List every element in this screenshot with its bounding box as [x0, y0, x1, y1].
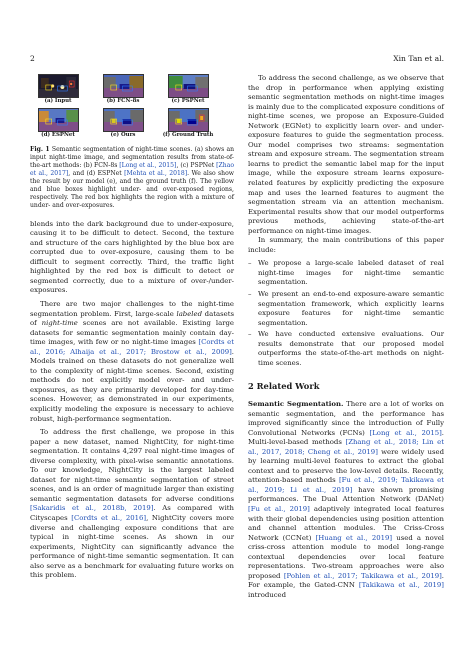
paragraph: In summary, the main contributions of this paper include:	[248, 236, 444, 254]
citation-link[interactable]: [Fu et al., 2019; Takikawa et al., 2019; Li et al., 2019]	[248, 476, 444, 494]
citation-link[interactable]: [Takikawa et al., 2019]	[358, 581, 444, 590]
citation-link[interactable]: [Mehta et al., 2018]	[124, 169, 188, 177]
fcn8s-result	[103, 74, 144, 98]
panel-label-espnet: (d) ESPNet	[41, 132, 75, 138]
pspnet-result	[168, 74, 209, 98]
paragraph: There are two major challenges to the night-time segmentation problem. First, large-scale labeled datasets of night-time scenes are not available. Existing large datasets for semantic segmentation mainly contain day-time images, with few or no night-time images [Cordts et al., 2016; Alhaija et al., 2017; Brostow et al., 2009]. Models trained on these datasets do not generalize well to the complexity of night-time scenes. Second, existing methods do not explicitly model over- and under-exposures, as they are primarily developed for day-time scenes. However, as demonstrated in our experiments, explicitly modeling the exposure is necessary to achieve robust, high-performance segmentation.	[30, 300, 234, 423]
list-item: – We present an end-to-end exposure-aware semantic segmentation framework, which explicitly learns exposure features for night-time semantic segmentation.	[248, 290, 444, 327]
figure-caption: Fig. 1 Semantic segmentation of night-time scenes. (a) shows an input night-time image, and segmentation results from state-of-the-art methods: (b) FCN-8s [Long et al., 2015], (c) PSPNet [Zhao et al., 2017], and (d) ESPNet [Mehta et al., 2018]. We also show the result by our model (e), and the ground truth (f). The yellow and blue boxes highlight under- and over-exposed regions, respectively. The red box highlights the region with a mixture of under- and over-exposures.	[30, 146, 235, 209]
paragraph: blends into the dark background due to under-exposure, causing it to be difficult to detect. Second, the texture and structure of the cars highlighted by the blue box are corrupted due to over-exposure, causing them to be difficult to segment correctly. Third, the traffic light highlighted by the red box is difficult to detect or segmented correctly, due to a mixture of over-/under-exposures.	[30, 219, 234, 295]
right-column	[248, 74, 444, 600]
panel-label-fcn8s: (b) FCN-8s	[106, 98, 140, 104]
paragraph: To address the first challenge, we propose in this paper a new dataset, named NightCity, for night-time segmentation. It contains 4,297 real night-time images of diverse complexity, with pixel-wise semantic annotations. To our knowledge, NightCity is the largest labeled dataset for night-time semantic segmentation of street scenes, and is an order of magnitude larger than existing semantic segmentation datasets for adverse conditions [Sakaridis et al., 2018b, 2019]. As compared with Cityscapes [Cordts et al., 2016], NightCity covers more diverse and challenging exposure conditions that are typical in night-time scenes. As shown in our experiments, NightCity can significantly advance the performance of night-time semantic segmentation. It can also serve as a benchmark for evaluating future works on this problem.	[30, 428, 234, 580]
page-header	[30, 54, 444, 66]
citation-link[interactable]: [Long et al., 2015]	[119, 161, 177, 169]
paragraph: To address the second challenge, as we observe that the drop in performance when applying existing semantic segmentation methods on night-time images is mainly due to the complicated exposure conditions of night-time scenes, we propose an Exposure-Guided Network (EGNet) to explicitly learn over- and under-exposure features to guide the segmentation process. Our model comprises two streams: segmentation stream and exposure stream. The segmentation stream learns to predict the semantic label map for the input image, while the exposure stream learns exposure-related features by explicitly predicting the exposure map and uses the learned features to augment the segmentation stream via an attention mechanism. Experimental results show that our model outperforms previous methods, achieving state-of-the-art performance on night-time images.	[248, 74, 444, 235]
citation-link[interactable]: [Long et al., 2015]	[369, 428, 442, 437]
list-item: – We propose a large-scale labeled dataset of real night-time images for night-time semantic segmentation.	[248, 259, 444, 287]
running-head-authors: Xin Tan et al.	[393, 54, 444, 63]
contributions-list	[248, 259, 444, 368]
figure-1	[30, 74, 234, 160]
list-item: – We have conducted extensive evaluations. Our results demonstrate that our proposed model outperforms the state-of-the-art methods on night-time scenes.	[248, 330, 444, 367]
citation-link[interactable]: [Cordts et al., 2016; Alhaija et al., 2017; Brostow et al., 2009]	[30, 338, 234, 356]
panel-label-pspnet: (c) PSPNet	[171, 98, 205, 104]
citation-link[interactable]: [Zhao et al., 2017]	[30, 161, 234, 177]
citation-link[interactable]: [Huang et al., 2019]	[315, 533, 393, 542]
citation-link[interactable]: [Zhang et al., 2018; Lin et al., 2017, 2018; Cheng et al., 2019]	[248, 438, 444, 456]
ground-truth	[168, 108, 209, 132]
page-number: 2	[30, 54, 35, 63]
panel-label-ground-truth: (f) Ground Truth	[162, 132, 214, 138]
citation-link[interactable]: [Cordts et al., 2016]	[71, 514, 147, 523]
citation-link[interactable]: [Sakaridis et al., 2018b, 2019]	[30, 504, 154, 513]
section-heading: 2 Related Work	[248, 381, 320, 392]
left-column	[30, 74, 234, 581]
ours-result	[103, 108, 144, 132]
panel-label-input: (a) Input	[44, 98, 72, 104]
panel-label-ours: (e) Ours	[110, 132, 136, 138]
citation-link[interactable]: [Fu et al., 2019]	[248, 504, 310, 513]
paragraph: Semantic Segmentation. There are a lot of works on semantic segmentation, and the performance has improved significantly since the introduction of Fully Convolutional Networks (FCNs) [Long et al., 2015]. Multi-level-based methods [Zhang et al., 2018; Lin et al., 2017, 2018; Cheng et al., 2019] were widely used by learning multi-level features to extract the global context and to preserve the low-level details. Recently, attention-based methods [Fu et al., 2019; Takikawa et al., 2019; Li et al., 2019] have shown promising performances. The Dual Attention Network (DANet) [Fu et al., 2019] adaptively integrated local features with their global dependencies using position attention and channel attention modules. The Criss-Cross Network (CCNet) [Huang et al., 2019] used a novel criss-cross attention module to model long-range contextual dependencies over local feature representations. Two-stream approaches were also proposed [Pohlen et al., 2017; Takikawa et al., 2019]. For example, the Gated-CNN [Takikawa et al., 2019] introduced	[248, 399, 444, 599]
input-night-image	[38, 74, 79, 98]
citation-link[interactable]: [Pohlen et al., 2017; Takikawa et al., 2019]	[283, 571, 442, 580]
espnet-result	[38, 108, 79, 132]
